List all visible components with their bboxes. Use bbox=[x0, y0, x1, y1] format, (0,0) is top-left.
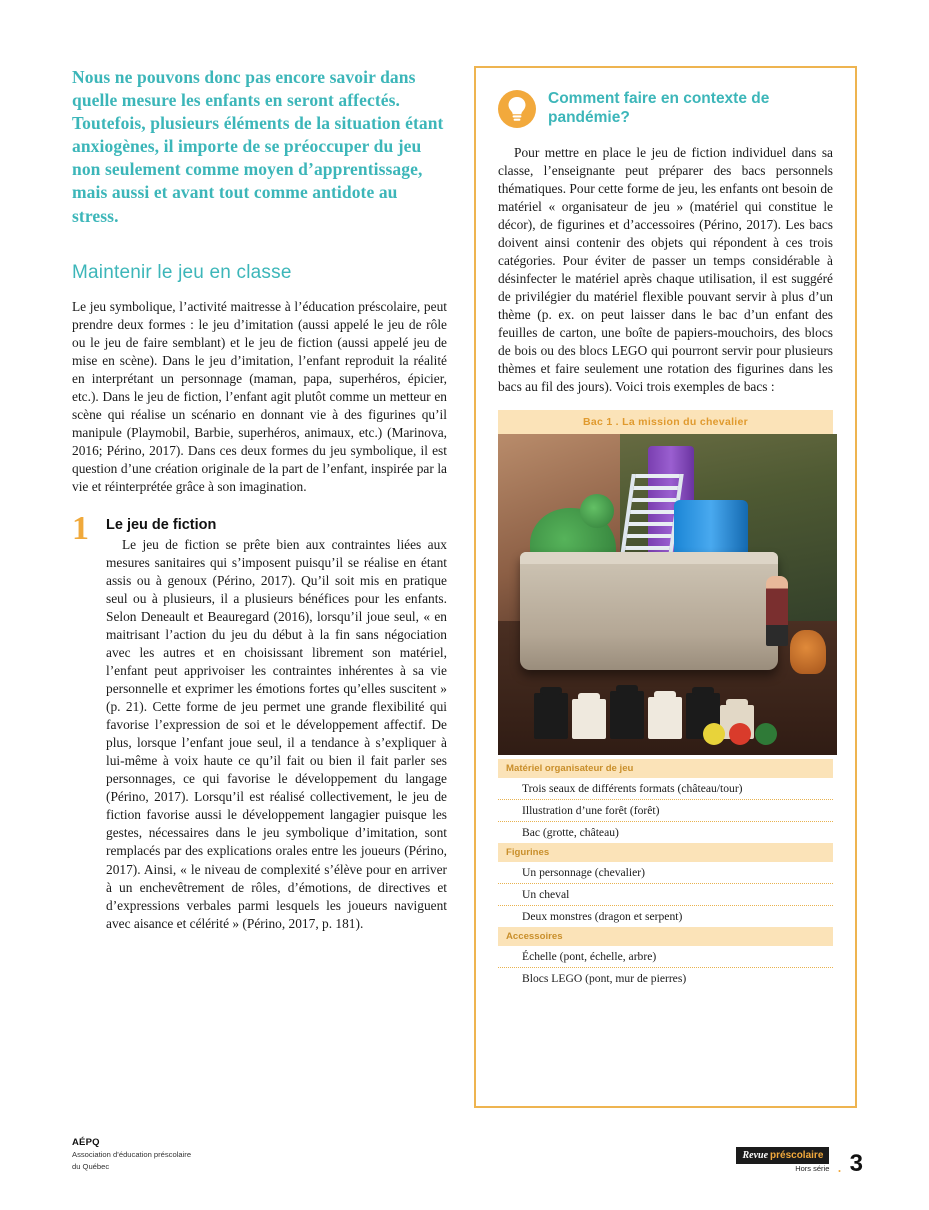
bac-photo bbox=[498, 434, 837, 755]
section-heading: Maintenir le jeu en classe bbox=[72, 261, 292, 283]
sidebar-title: Comment faire en contexte de pandémie? bbox=[548, 90, 770, 126]
materials-item: Un personnage (chevalier) bbox=[498, 862, 833, 884]
org-name-line-2: du Québec bbox=[72, 1162, 110, 1172]
magazine-logo bbox=[736, 1147, 829, 1164]
issue-label: Hors série bbox=[795, 1164, 830, 1173]
body-paragraph-1: Le jeu symbolique, l’activité maitresse à l’éducation préscolaire, peut prendre deux formes : le jeu d’imitation (aussi appelé le jeu de rôle ou le jeu de faire semblant) et le jeu de fiction (aussi appelé jeu de mise en scène). Dans le jeu d’imitation, l’enfant reproduit la réalité en interprétant un personnage (maman, papa, superhéros, épicier, etc.). Dans le jeu de fiction, l’enfant agit plutôt comme un metteur en scène qui réalise un scénario en donnant vie à des figurines qu’il manipule (Playmobil, Barbie, superhéros, animaux, etc.) (Marinova, 2016; Périno, 2017). Dans ces deux formes du jeu symbolique, il est question d’une création originale de la part de l’enfant, inspirée par la vie et réinterprétée grâce à son imagination. bbox=[72, 298, 447, 494]
materials-category: Figurines bbox=[498, 843, 833, 862]
materials-category: Accessoires bbox=[498, 927, 833, 946]
sidebar-inner bbox=[476, 68, 855, 989]
photo-horse-figure bbox=[790, 630, 826, 674]
magazine-logo-block bbox=[736, 1147, 829, 1174]
page-number: 3 bbox=[849, 1149, 863, 1177]
materials-item: Blocs LEGO (pont, mur de pierres) bbox=[522, 972, 687, 986]
sidebar-paragraph: Pour mettre en place le jeu de fiction individuel dans sa classe, l’enseignante peut préparer des bacs personnels thématiques. Pour cette forme de jeu, les enfants ont besoin de matériel « organisateur de jeu » (matériel qui constitue le décor), de figurines et d’accessoires (Périno, 2017). Les bacs doivent ainsi contenir des objets qui répondent à ces trois catégories. Pour éviter de passer un temps considérable à désinfecter le matériel après chaque utilisation, il est suggéré de privilégier du matériel flexible pouvant servir à plus d’un thème (p. ex. on peut laisser dans le bac d’un enfant des feuilles de carton, une boîte de papiers-mouchoirs, des blocs de bois ou des blocs LEGO qui pourront servir pour plusieurs thèmes et faire seulement une rotation des figurines dans les bacs au fil des jours). Voici trois exemples de bacs : bbox=[498, 145, 833, 395]
materials-item: Trois seaux de différents formats (château/tour) bbox=[498, 778, 833, 800]
magazine-word-2: préscolaire bbox=[770, 1150, 824, 1161]
bac-label: Bac 1 . La mission du chevalier bbox=[498, 410, 833, 434]
subsection-body bbox=[106, 536, 447, 933]
footer-magazine bbox=[736, 1147, 863, 1177]
materials-item: Un cheval bbox=[498, 884, 833, 906]
materials-item: Bac (grotte, château) bbox=[522, 826, 619, 840]
photo-small-balls bbox=[703, 719, 783, 745]
photo-basket bbox=[520, 552, 778, 670]
materials-item: Deux monstres (dragon et serpent) bbox=[522, 910, 683, 924]
materials-table bbox=[498, 759, 833, 989]
subsection-heading: Le jeu de fiction bbox=[106, 517, 217, 533]
sidebar-header bbox=[498, 90, 833, 128]
pull-quote: Nous ne pouvons donc pas encore savoir dans quelle mesure les enfants en seront affectés. Toutefois, plusieurs éléments de la situation étant anxiogènes, il importe de se préoccuper du jeu non seulement comme moyen d’apprentissage, mais aussi et avant tout comme antidote au stress. bbox=[72, 67, 444, 226]
materials-item: Échelle (pont, échelle, arbre) bbox=[498, 946, 833, 968]
page-dot-icon: . bbox=[837, 1157, 842, 1176]
subsection-paragraph: Le jeu de fiction se prête bien aux contraintes liées aux mesures sanitaires qui s’imposent puisqu’il se réalise en étant assis ou à genoux (Périno, 2017). Qu’il soit mis en pratique seul ou à plusieurs, il a plusieurs bénéfices pour les enfants. Selon Deneault et Beauregard (2016), lorsqu’il joue seul, « en maitrisant l’action du jeu du début à la fin sans négociation avec les autres et en choisissant librement son matériel, l’enfant peut apprivoiser les contraintes inhérentes à sa vie personnelle et exprimer les émotions fortes qu’elles suscitent » (p. 21). Cette forme de jeu permet une grande flexibilité qui favorise l’expression de soi et le développement affectif. De plus, lorsque l’enfant joue seul, il a tendance à s’expliquer à lui-même à voix haute ce qu’il fait ou bien il fait parler ses personnages, ce qui favorise le développement du langage (Périno, 2017). Lorsqu’il est réalisé collectivement, le jeu de fiction favorise aussi le développement langagier puisque les gestes, nécessaires dans le jeu symbolique d’imitation, sont remplacés par des explications orales entre les joueurs (Périno, 2017). Ainsi, « le niveau de complexité s’élève pour en arriver à un enchevêtrement de rôles, d’émotions, de directives et d’expressions verbales parmi lesquels les joueurs naviguent avec aisance et célérité » (Périno, 2017, p. 181). bbox=[106, 536, 447, 931]
subsection-numeral: 1 bbox=[72, 510, 89, 547]
sidebar-box bbox=[474, 66, 857, 1108]
materials-item: Illustration d’une forêt (forêt) bbox=[498, 800, 833, 822]
left-column bbox=[72, 66, 447, 945]
org-abbreviation: AÉPQ bbox=[72, 1137, 100, 1149]
footer-organization bbox=[72, 1137, 191, 1172]
photo-knight-figure bbox=[766, 576, 788, 646]
magazine-word-1: Revue bbox=[742, 1150, 769, 1161]
org-name-line-1: Association d’éducation préscolaire bbox=[72, 1150, 192, 1160]
subsection-jeu-de-fiction bbox=[72, 510, 447, 933]
materials-category: Matériel organisateur de jeu bbox=[498, 759, 833, 778]
lightbulb-icon bbox=[498, 90, 536, 128]
